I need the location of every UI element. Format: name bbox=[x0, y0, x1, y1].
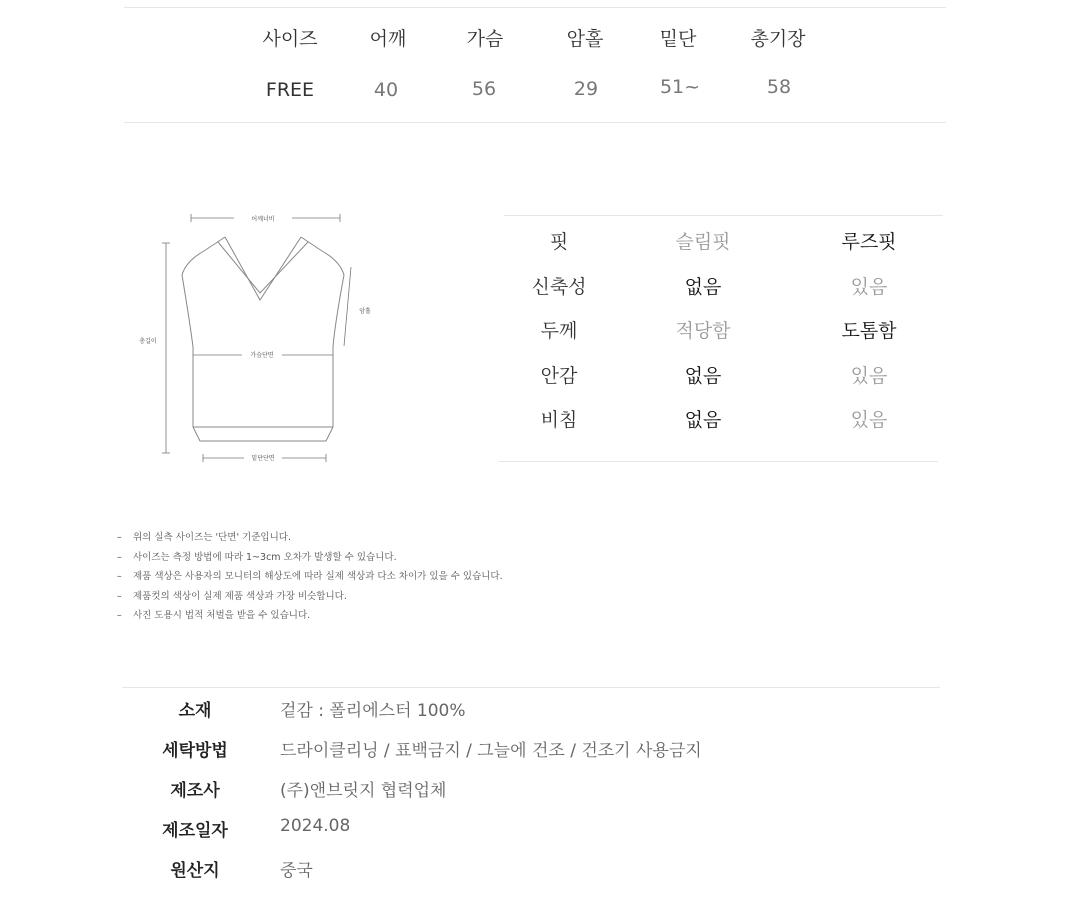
fit-row-label: 핏 bbox=[549, 231, 569, 253]
fit-option: 있음 bbox=[850, 364, 888, 387]
note-item bbox=[117, 587, 717, 607]
product-info-label: 소재 bbox=[178, 701, 212, 721]
size-table-divider bbox=[124, 122, 946, 123]
note-text: 위의 실측 사이즈는 '단면' 기준입니다. bbox=[133, 532, 291, 543]
size-header-cell: 암홀 bbox=[566, 28, 604, 50]
size-header-cell: 어깨 bbox=[369, 28, 407, 50]
note-bullet: – bbox=[117, 610, 122, 621]
product-info-value: 겉감 : 폴리에스터 100% bbox=[280, 701, 466, 721]
note-text: 제품컷의 색상이 실제 제품 색상과 가장 비슷합니다. bbox=[133, 590, 347, 602]
fit-row-label: 안감 bbox=[540, 364, 578, 387]
product-info-value: (주)앤브릿지 협력업체 bbox=[280, 781, 447, 801]
fit-row bbox=[505, 272, 945, 317]
chest-label: 가슴단면 bbox=[250, 352, 274, 359]
product-info-value: 2024.08 bbox=[280, 816, 351, 836]
note-item bbox=[117, 548, 717, 568]
fit-row bbox=[505, 405, 945, 450]
product-info-row bbox=[120, 856, 940, 896]
size-value-cell: 51~ bbox=[659, 76, 701, 98]
fit-table-top-divider bbox=[504, 215, 943, 216]
fit-table-bottom-divider bbox=[499, 461, 938, 462]
size-value-cell: 29 bbox=[573, 78, 599, 100]
fit-option-selected: 루즈핏 bbox=[841, 231, 897, 253]
note-text: 사진 도용시 법적 처벌을 받을 수 있습니다. bbox=[133, 610, 311, 621]
product-info-value: 드라이클리닝 / 표백금지 / 그늘에 건조 / 건조기 사용금지 bbox=[280, 741, 702, 761]
size-value-row bbox=[240, 72, 840, 120]
size-notes bbox=[117, 528, 717, 626]
note-bullet: – bbox=[117, 532, 122, 543]
top-divider bbox=[124, 7, 946, 8]
fit-option-selected: 도톰함 bbox=[841, 320, 897, 342]
product-info-value: 중국 bbox=[280, 861, 313, 881]
fit-row-label: 신축성 bbox=[531, 275, 587, 298]
fit-option: 있음 bbox=[850, 409, 888, 431]
note-text: 제품 색상은 사용자의 모니터의 해상도에 따라 실제 색상과 다소 차이가 있을 수 있습니다. bbox=[133, 571, 503, 582]
armhole-measure-line bbox=[344, 267, 351, 346]
size-header-cell: 사이즈 bbox=[262, 28, 318, 50]
note-bullet: – bbox=[117, 571, 122, 582]
size-value-cell: 58 bbox=[766, 76, 792, 98]
note-bullet: – bbox=[117, 551, 122, 563]
size-value-cell: 56 bbox=[471, 78, 497, 100]
fit-option-selected: 없음 bbox=[684, 409, 722, 431]
product-info-label: 제조사 bbox=[170, 781, 220, 801]
product-info-row bbox=[120, 816, 940, 856]
product-info-row bbox=[120, 736, 940, 776]
fit-option: 슬림핏 bbox=[675, 231, 731, 253]
product-info-divider bbox=[122, 687, 940, 688]
vest-size-diagram bbox=[130, 205, 371, 480]
product-info-label: 원산지 bbox=[170, 861, 220, 881]
fit-option: 있음 bbox=[850, 275, 888, 298]
fit-row bbox=[505, 316, 945, 361]
product-info-label: 세탁방법 bbox=[162, 741, 228, 761]
fit-row-label: 두께 bbox=[540, 320, 578, 342]
product-info-row bbox=[120, 696, 940, 736]
length-measure-line bbox=[162, 243, 170, 453]
vest-outline bbox=[182, 237, 344, 441]
product-info-label: 제조일자 bbox=[162, 821, 228, 841]
note-item bbox=[117, 606, 717, 626]
shoulder-label: 어깨너비 bbox=[251, 216, 275, 223]
size-header-cell: 가슴 bbox=[466, 28, 504, 50]
fit-option: 적당함 bbox=[675, 320, 731, 342]
fit-row bbox=[505, 361, 945, 406]
note-item bbox=[117, 528, 717, 548]
length-label: 총길이 bbox=[139, 338, 157, 345]
fit-attribute-table bbox=[505, 227, 945, 450]
fit-row bbox=[505, 227, 945, 272]
hem-label: 밑단단면 bbox=[251, 455, 275, 462]
product-info-row bbox=[120, 776, 940, 816]
size-header-cell: 총기장 bbox=[750, 28, 806, 50]
product-info-table bbox=[120, 696, 940, 896]
armhole-label: 암홀 bbox=[359, 308, 371, 315]
fit-row-label: 비침 bbox=[540, 409, 578, 431]
size-value-cell: 40 bbox=[373, 79, 399, 101]
size-header-row bbox=[240, 24, 840, 72]
note-text: 사이즈는 측정 방법에 따라 1~3cm 오차가 발생할 수 있습니다. bbox=[133, 551, 397, 563]
size-header-cell: 밑단 bbox=[659, 28, 697, 50]
fit-option-selected: 없음 bbox=[684, 275, 722, 298]
note-item bbox=[117, 567, 717, 587]
size-value-cell: FREE bbox=[265, 79, 315, 101]
size-table bbox=[240, 24, 840, 120]
note-bullet: – bbox=[117, 590, 122, 602]
fit-option-selected: 없음 bbox=[684, 364, 722, 387]
